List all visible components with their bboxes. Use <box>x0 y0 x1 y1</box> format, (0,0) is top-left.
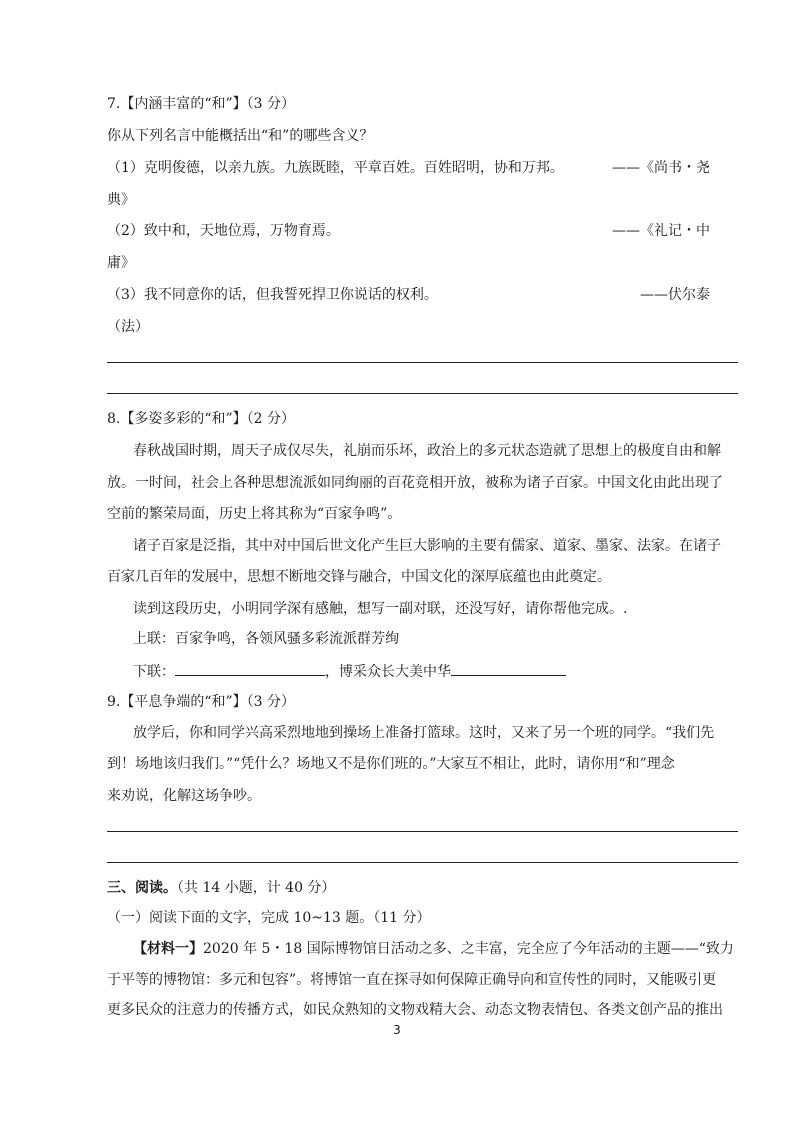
material1-text-1: 2020 年 5・18 国际博物馆日活动之多、之丰富，完全应了今年活动的主题——“致力 <box>203 941 734 957</box>
q9-line2: 到！场地该归我们。”“凭什么？场地又不是你们班的。”大家互不相让，此时，请你用“和”理念 <box>107 756 675 772</box>
q9-title: 9.【平息争端的“和”】（3 分） <box>107 694 296 710</box>
material1-line1 <box>133 940 734 958</box>
q7-title: 7.【内涵丰富的“和”】（3 分） <box>107 96 296 112</box>
q7-quote-1-source: ——《尚书・尧 <box>612 160 710 176</box>
q8-lower-couplet <box>133 661 566 681</box>
q7-answer-line-1[interactable] <box>107 362 738 363</box>
q8-para1-line1: 春秋战国时期，周天子成仅尽失，礼崩而乐坏，政治上的多元状态造就了思想上的极度自由和解 <box>133 443 721 459</box>
section3-heading <box>107 879 335 897</box>
section3-heading-rest: （共 14 小题，计 40 分） <box>177 880 336 896</box>
q8-title: 8.【多姿多彩的“和”】（2 分） <box>107 411 296 427</box>
q7-quote-3: （3）我不同意你的话，但我誓死捍卫你说话的权利。 <box>107 287 438 303</box>
q9-answer-line-2[interactable] <box>107 862 738 863</box>
section3-sub: （一）阅读下面的文字，完成 10~13 题。（11 分） <box>107 910 431 926</box>
material1-line2: 于平等的博物馆：多元和包容”。将博馆一直在探寻如何保障正确导向和宣传性的同时，又能吸引更 <box>107 972 717 988</box>
q8-lower-label: 下联： <box>133 664 175 680</box>
q7-quote-2-source: ——《礼记・中 <box>612 223 710 239</box>
q9-line3: 来劝说，化解这场争吵。 <box>107 788 261 804</box>
q9-answer-line-1[interactable] <box>107 831 738 832</box>
q7-quote-3-source-cont: （法） <box>107 319 149 335</box>
q7-answer-line-2[interactable] <box>107 393 738 394</box>
q7-quote-1-source-cont: 典》 <box>107 192 135 208</box>
q7-quote-1: （1）克明俊德，以亲九族。九族既睦，平章百姓。百姓昭明，协和万邦。 <box>107 160 564 176</box>
q8-lower-mid: ，博采众长大美中华 <box>325 664 451 680</box>
q7-quote-2-source-cont: 庸》 <box>107 255 135 271</box>
q8-para2-line2: 百家几百年的发展中，思想不断地交锋与融合，中国文化的深厚底蕴也由此奠定。 <box>107 569 611 585</box>
q8-para1-line3: 空前的繁荣局面，历史上将其称为“百家争鸣”。 <box>107 506 402 522</box>
q8-para1-line2: 放。一时间，社会上各种思想流派如同绚丽的百花竞相开放，被称为诸子百家。中国文化由此出现了 <box>107 475 723 491</box>
page-number: 3 <box>393 1023 401 1037</box>
q8-para2-line1: 诸子百家是泛指，其中对中国后世文化产生巨大影响的主要有儒家、道家、墨家、法家。在诸子 <box>133 538 721 554</box>
material1-label: 【材料一】 <box>133 941 203 957</box>
q7-quote-2: （2）致中和，天地位焉，万物育焉。 <box>107 223 340 239</box>
q8-upper-couplet: 上联：百家争鸣，各领风骚多彩流派群芳绚 <box>133 631 399 647</box>
q7-prompt: 你从下列名言中能概括出“和”的哪些含义？ <box>107 128 374 144</box>
q8-lower-blank-2[interactable] <box>451 661 566 676</box>
material1-line3: 更多民众的注意力的传播方式，如民众熟知的文物戏精大会、动态文物表情包、各类文创产品的推出 <box>107 1002 723 1018</box>
q8-lower-blank-1[interactable] <box>175 661 325 676</box>
q8-para3: 读到这段历史，小明同学深有感触，想写一副对联，还没写好，请你帮他完成。. <box>133 601 628 617</box>
q9-line1: 放学后，你和同学兴高采烈地地到操场上准备打篮球。这时，又来了另一个班的同学。“我们先 <box>133 725 715 741</box>
section3-heading-bold: 三、阅读。 <box>107 880 177 896</box>
q7-quote-3-source: ——伏尔泰 <box>640 287 710 303</box>
